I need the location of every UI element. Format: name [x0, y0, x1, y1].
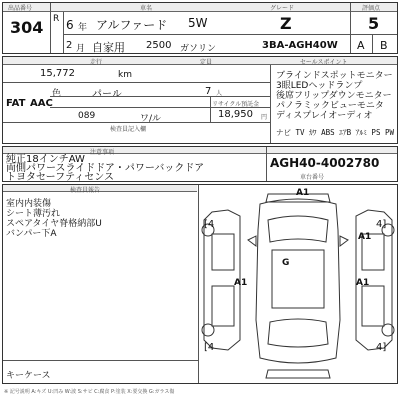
- month-unit: 月: [76, 44, 86, 54]
- aircon: AAC: [30, 98, 53, 109]
- recycle-fee: 18,950: [218, 109, 253, 120]
- fuel: ガソリン: [180, 44, 217, 54]
- car-name: アルファード: [96, 18, 168, 32]
- year-unit: 年: [78, 23, 88, 33]
- inspection-line: シート薄汚れ: [6, 209, 61, 219]
- options-list: [276, 68, 396, 121]
- exterior-score: B: [380, 39, 388, 52]
- score-label: 評価点: [362, 5, 381, 12]
- lot-number: 304: [10, 18, 44, 37]
- inspection-label: 検査員報告: [70, 187, 101, 194]
- mileage: 15,772: [40, 68, 75, 79]
- chassis-number: AGH40-4002780: [270, 156, 380, 170]
- option-item: 3眼LEDヘッドランプ: [276, 81, 363, 91]
- notes-label: 検査員記入欄: [110, 126, 147, 133]
- model-label: グレード: [270, 5, 295, 12]
- damage-mark: A1: [358, 232, 372, 242]
- seats-label: 定員: [200, 59, 213, 66]
- equipment-flags: ナビ TV ｶﾜ ABS ｴｱB ｱﾙﾐ PS PW: [276, 128, 395, 137]
- usage: 自家用: [92, 41, 125, 54]
- recycle-unit: 円: [261, 114, 268, 121]
- inspection-line: バンパー下A: [6, 229, 57, 239]
- inspection-line: スペアタイヤ脊格納部U: [6, 219, 102, 229]
- car-name-label: 車名: [140, 5, 153, 12]
- seats-unit: 人: [216, 90, 223, 97]
- color-label: 色: [52, 89, 62, 99]
- damage-mark: A1: [296, 188, 310, 198]
- first-reg-month: 2: [66, 40, 73, 51]
- displacement: 2500: [146, 40, 172, 51]
- damage-mark: G: [282, 258, 290, 268]
- features-label: 注意事項: [90, 149, 115, 156]
- color-code: 089: [78, 111, 96, 121]
- transmission: FAT: [6, 98, 26, 109]
- option-item: ブラインドスポットモニター: [276, 71, 393, 81]
- feature-line: 両側パワースライドドア・パワーバックドア: [6, 163, 205, 174]
- seats: 7: [205, 86, 212, 97]
- color-code-2: ワ/ル: [140, 114, 162, 124]
- damage-mark: A1: [356, 278, 370, 288]
- interior-score: A: [357, 39, 365, 52]
- type-code: 3BA-AGH40W: [262, 40, 338, 51]
- doors: 5W: [188, 16, 208, 30]
- features-list: [6, 155, 204, 182]
- features-label-band: [3, 147, 397, 154]
- model-year: 6: [66, 18, 74, 32]
- tire-rear-left-mark: [4: [204, 342, 215, 353]
- overall-score: 5: [368, 14, 380, 33]
- footer-item: キーケース: [6, 371, 51, 381]
- color: パール: [92, 89, 122, 100]
- grade: Z: [280, 14, 292, 33]
- inspection-list: [6, 196, 102, 239]
- recycle-label: リサイクル預託金: [212, 101, 260, 108]
- tire-front-left-mark: [4: [204, 219, 215, 230]
- option-item: パノラミックビューモニタ: [276, 101, 384, 111]
- lot-label: 出品番号: [8, 5, 33, 12]
- options-title: セールスポイント: [300, 59, 348, 66]
- feature-line: 純正18インチAW: [6, 154, 85, 165]
- footer-note: ※ 記号説明 A:キズ U:凹み W:波 S:サビ C:腐食 P:塗装 X:要交換 G:ガラス傷: [4, 389, 175, 395]
- option-item: 後席フリップダウンモニター: [276, 91, 392, 101]
- mileage-label: 走行: [90, 59, 103, 66]
- option-item: ディスプレイオーディオ: [276, 111, 373, 121]
- inspection-line: 室内内装傷: [6, 199, 52, 209]
- feature-line: トヨタセーフティセンス: [6, 172, 114, 183]
- chassis-label: 車台番号: [300, 174, 325, 181]
- header-label-band: [3, 3, 397, 12]
- era: R: [53, 14, 60, 24]
- mileage-unit: km: [118, 70, 132, 80]
- damage-mark: A1: [234, 278, 248, 288]
- tire-rear-right-mark: 4]: [376, 342, 387, 353]
- tire-front-right-mark: 4]: [376, 219, 387, 230]
